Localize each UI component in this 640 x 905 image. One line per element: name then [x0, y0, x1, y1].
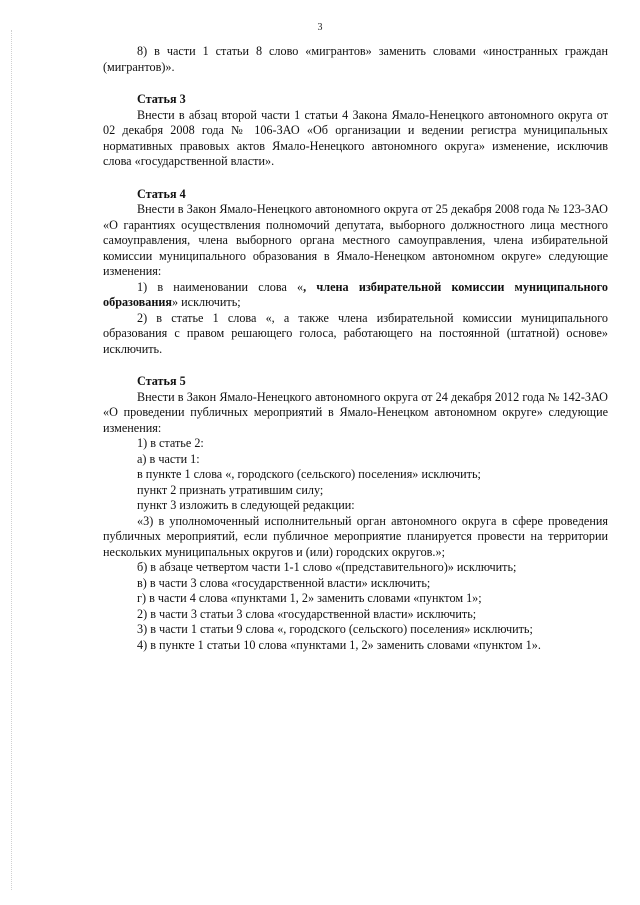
article-5-item: в пункте 1 слова «, городского (сельского) поселения» исключить;: [137, 467, 481, 481]
article-4-heading: Статья 4: [137, 186, 186, 201]
article-5-item: б) в абзаце четвертом части 1-1 слово «(представительного)» исключить;: [137, 560, 517, 574]
article-5-item: 4) в пункте 1 статьи 10 слова «пунктами 1, 2» заменить словами «пунктом 1».: [137, 637, 541, 652]
article-5-heading: Статья 5: [137, 374, 186, 388]
article-5-item: 2) в части 3 статьи 3 слова «государственной власти» исключить;: [137, 606, 477, 621]
article-4-paragraph-1: Внести в Закон Ямало-Ненецкого автономного округа от 25 декабря 2008 года № 123-ЗАО «О гарантиях осуществления полномочий депутата, выборного должностного лица местного самоуправления, члена выборного органа местного самоуправления, члена избирательной комиссии муниципального образования в Ямало-Ненецком автономном округе» следующие изменения:: [103, 202, 608, 278]
article-3-paragraph: Внести в абзац второй части 1 статьи 4 Закона Ямало-Ненецкого автономного округа от 02 декабря 2008 года № 106-ЗАО «Об организации и ведении регистра муниципальных нормативных правовых актов Ямало-Ненецкого автономного округа» изменение, исключив слова «государственной власти».: [103, 107, 608, 168]
article-4-p2-bold: , члена избирательной комиссии муниципального образования: [103, 279, 608, 309]
article-5-quoted-text: «3) в уполномоченный исполнительный орган автономного округа в сфере проведения публичных мероприятий, если публичное мероприятие планируется провести на территории нескольких муниципальных округов и (или) городских округов.»;: [103, 513, 608, 559]
article-5-item: 1) в статье 2:: [137, 436, 204, 450]
article-5-item: а) в части 1:: [137, 451, 200, 466]
article-3-heading: Статья 3: [137, 92, 186, 106]
article-4-p2-start: 1) в наименовании слова «: [137, 279, 304, 294]
article-5-item: г) в части 4 слова «пунктами 1, 2» заменить словами «пунктом 1»;: [137, 591, 482, 605]
article-4-paragraph-3: 2) в статье 1 слова «, а также члена избирательной комиссии муниципального образования с правом решающего голоса, работающего на постоянной (штатной) основе» исключить.: [103, 310, 608, 356]
intro-paragraph: 8) в части 1 статьи 8 слово «мигрантов» заменить словами «иностранных граждан (мигрантов)».: [103, 44, 608, 74]
article-5-item: пункт 3 изложить в следующей редакции:: [137, 498, 355, 512]
article-5-item: пункт 2 признать утратившим силу;: [137, 482, 324, 497]
article-4-p2-end: » исключить;: [172, 295, 241, 309]
scan-margin-dots: [11, 30, 13, 890]
article-4-paragraph-2: [103, 280, 608, 311]
article-5-item: 3) в части 1 статьи 9 слова «, городского (сельского) поселения» исключить;: [137, 622, 533, 636]
article-5-item: в) в части 3 слова «государственной власти» исключить;: [137, 575, 431, 590]
document-body: [103, 44, 608, 653]
article-5-paragraph-1: Внести в Закон Ямало-Ненецкого автономного округа от 24 декабря 2012 года № 142-ЗАО «О проведении публичных мероприятий в Ямало-Ненецком автономном округе» следующие изменения:: [103, 389, 608, 435]
page-number: 3: [317, 22, 323, 33]
